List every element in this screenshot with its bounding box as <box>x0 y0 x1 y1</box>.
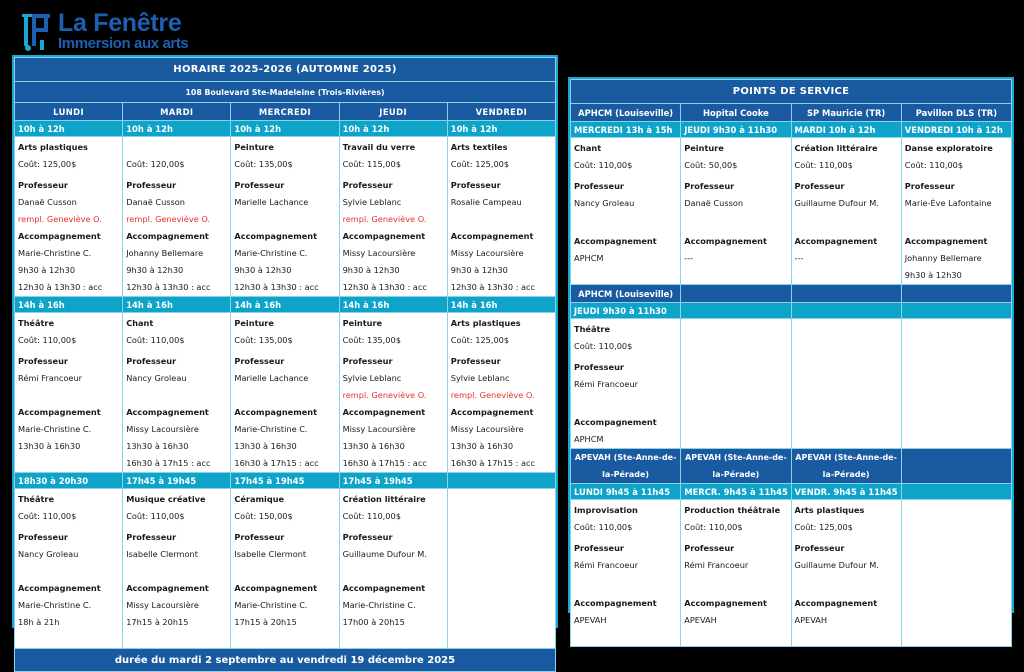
time-slot: 14h à 16h <box>339 297 447 313</box>
accompaniment-label: Accompagnement <box>126 231 209 241</box>
accompanist-name: Marie-Christine C. <box>234 248 308 258</box>
replacement-note: rempl. Geneviève O. <box>18 214 102 224</box>
accompanist-name: APEVAH <box>574 615 607 625</box>
professor-label: Professeur <box>684 543 735 553</box>
professor-label: Professeur <box>574 362 624 372</box>
accompanist-name: Missy Lacoursière <box>126 600 199 610</box>
accompanist-name: Marie-Christine C. <box>342 600 416 610</box>
course-name: Musique créative <box>126 494 206 504</box>
professor-name: Rémi Francoeur <box>684 560 749 570</box>
course-cost: Coût: 110,00$ <box>904 160 964 170</box>
professor-label: Professeur <box>450 180 501 190</box>
accompaniment-hours: 9h30 à 12h30 <box>342 265 400 275</box>
professor-name: Marie-Ève Lafontaine <box>904 198 992 208</box>
course-name: Arts plastiques <box>18 142 88 152</box>
professor-name: Isabelle Clermont <box>126 549 198 559</box>
location-header <box>791 285 901 303</box>
accompaniment-hours: 9h30 à 12h30 <box>126 265 184 275</box>
course-cell <box>123 489 231 649</box>
location-row <box>571 449 1012 484</box>
course-name: Théâtre <box>574 324 610 334</box>
course-cost: Coût: 110,00$ <box>574 160 633 170</box>
logo-title: La Fenêtre <box>58 9 182 37</box>
course-cost: Coût: 50,00$ <box>684 160 738 170</box>
professor-name: Nancy Groleau <box>574 198 635 208</box>
location-header: APEVAH (Ste-Anne-de-la-Pérade) <box>681 449 791 484</box>
course-cell <box>123 313 231 473</box>
course-name: Création littéraire <box>342 494 426 504</box>
course-name: Chant <box>574 143 602 153</box>
course-cell <box>15 489 123 649</box>
spacer <box>684 574 787 595</box>
time-slot <box>901 484 1011 500</box>
accompaniment-hours <box>126 631 227 648</box>
accompaniment-hours: 12h30 à 13h30 : acc <box>342 282 427 292</box>
course-row <box>571 319 1012 449</box>
accompaniment-label: Accompagnement <box>684 598 767 608</box>
accompaniment-hours: 17h15 à 20h15 <box>126 617 189 627</box>
service-points-table <box>570 79 1012 647</box>
course-cell <box>339 137 447 297</box>
course-cell <box>447 489 555 649</box>
location-header: APEVAH (Ste-Anne-de-la-Pérade) <box>791 449 901 484</box>
day-header-lundi: LUNDI <box>15 103 123 121</box>
logo-mark-icon <box>22 10 52 52</box>
course-cost: Coût: 150,00$ <box>234 511 293 521</box>
time-slot: VENDR. 9h45 à 11h45 <box>791 484 901 500</box>
professor-name: Danaë Cusson <box>126 197 185 207</box>
professor-name: Rosalie Campeau <box>450 197 522 207</box>
professor-name: Rémi Francoeur <box>574 379 638 389</box>
replacement-note <box>18 563 119 580</box>
accompaniment-hours: 13h30 à 16h30 <box>450 441 514 451</box>
accompaniment-hours: 16h30 à 17h15 : acc <box>342 458 427 468</box>
course-cell <box>681 319 791 449</box>
course-cell <box>15 137 123 297</box>
accompaniment-label: Accompagnement <box>234 407 318 417</box>
course-cost: Coût: 120,00$ <box>126 159 185 169</box>
course-cost: Coût: 110,00$ <box>126 511 185 521</box>
accompaniment-hours <box>18 455 119 472</box>
course-cell <box>339 489 447 649</box>
course-cost: Coût: 115,00$ <box>342 159 401 169</box>
logo <box>22 8 188 54</box>
time-slot: MERCR. 9h45 à 11h45 <box>681 484 791 500</box>
schedule-title: HORAIRE 2025-2026 (AUTOMNE 2025) <box>15 58 556 82</box>
accompaniment-label: Accompagnement <box>234 231 318 241</box>
professor-label: Professeur <box>574 181 624 191</box>
replacement-note <box>451 211 552 228</box>
replacement-note <box>234 387 335 404</box>
professor-label: Professeur <box>126 532 177 542</box>
course-cell <box>447 137 555 297</box>
time-slot: LUNDI 9h45 à 11h45 <box>571 484 681 500</box>
day-header-mercredi: MERCREDI <box>231 103 339 121</box>
spacer <box>684 212 787 233</box>
professor-name: Sylvie Leblanc <box>342 373 402 383</box>
professor-label: Professeur <box>18 532 68 542</box>
accompaniment-label: Accompagnement <box>450 407 534 417</box>
accompaniment-hours: 16h30 à 17h15 : acc <box>450 458 536 468</box>
professor-name: Guillaume Dufour M. <box>342 549 427 559</box>
service-points-title: POINTS DE SERVICE <box>571 80 1012 104</box>
replacement-note: rempl. Geneviève O. <box>126 214 211 224</box>
professor-label: Professeur <box>234 356 285 366</box>
professor-name: Isabelle Clermont <box>234 549 307 559</box>
accompaniment-hours: 12h30 à 13h30 : acc <box>234 282 319 292</box>
course-name: Arts plastiques <box>794 505 865 515</box>
course-cost: Coût: 110,00$ <box>794 160 853 170</box>
accompaniment-label: Accompagnement <box>342 231 426 241</box>
day-header-vendredi: VENDREDI <box>447 103 555 121</box>
accompaniment-hours: 17h15 à 20h15 <box>234 617 297 627</box>
course-name <box>126 139 227 156</box>
schedule-address: 108 Boulevard Ste-Madeleine (Trois-Rivières) <box>15 82 556 103</box>
professor-name: Nancy Groleau <box>18 549 79 559</box>
time-slot <box>901 303 1011 319</box>
accompaniment-label: Accompagnement <box>126 407 209 417</box>
professor-name: Nancy Groleau <box>126 373 187 383</box>
professor-label: Professeur <box>234 532 285 542</box>
accompanist-name: Missy Lacoursière <box>450 424 524 434</box>
time-slot-row <box>571 303 1012 319</box>
time-slot-row <box>15 297 556 313</box>
replacement-note <box>126 563 227 580</box>
accompanist-name: APEVAH <box>684 615 717 625</box>
professor-name: Rémi Francoeur <box>18 373 82 383</box>
professor-label: Professeur <box>342 180 393 190</box>
time-slot: 17h45 à 19h45 <box>339 473 447 489</box>
accompaniment-hours <box>684 267 787 284</box>
accompaniment-hours <box>795 267 898 284</box>
professor-label: Professeur <box>234 180 285 190</box>
accompaniment-label: Accompagnement <box>18 231 101 241</box>
replacement-note <box>18 387 119 404</box>
time-slot-row <box>15 473 556 489</box>
accompanist-name: Marie-Christine C. <box>18 424 92 434</box>
course-cost: Coût: 110,00$ <box>574 341 633 351</box>
course-name: Peinture <box>684 143 724 153</box>
time-slot: 14h à 16h <box>15 297 123 313</box>
replacement-note <box>343 563 444 580</box>
course-cell <box>231 313 339 473</box>
time-slot: 14h à 16h <box>123 297 231 313</box>
course-cost: Coût: 125,00$ <box>450 335 510 345</box>
course-cell <box>791 319 901 449</box>
course-cell <box>231 489 339 649</box>
professor-name: Danaë Cusson <box>18 197 77 207</box>
logo-subtitle: Immersion aux arts <box>58 35 189 52</box>
professor-label: Professeur <box>342 356 393 366</box>
accompaniment-label: Accompagnement <box>904 236 988 246</box>
accompaniment-label: Accompagnement <box>794 236 878 246</box>
course-cell <box>123 137 231 297</box>
day-header-mardi: MARDI <box>123 103 231 121</box>
replacement-note: rempl. Geneviève O. <box>342 390 427 400</box>
course-cost: Coût: 110,00$ <box>342 511 401 521</box>
location-header <box>901 285 1011 303</box>
spacer <box>574 393 677 414</box>
accompaniment-label: Accompagnement <box>342 407 426 417</box>
course-name: Arts textiles <box>450 142 508 152</box>
professor-name: Marielle Lachance <box>234 373 309 383</box>
accompanist-name: APEVAH <box>794 615 828 625</box>
location-row <box>571 285 1012 303</box>
professor-name: Sylvie Leblanc <box>342 197 402 207</box>
accompanist-name: Missy Lacoursière <box>342 424 416 434</box>
accompaniment-hours: 12h30 à 13h30 : acc <box>18 282 103 292</box>
course-cost: Coût: 110,00$ <box>574 522 633 532</box>
time-slot: MERCREDI 13h à 15h <box>571 122 681 138</box>
replacement-note: rempl. Geneviève O. <box>342 214 427 224</box>
course-cost: Coût: 110,00$ <box>18 335 77 345</box>
accompanist-name: --- <box>684 253 694 263</box>
accompaniment-label: Accompagnement <box>574 236 657 246</box>
location-row <box>571 104 1012 122</box>
time-slot <box>791 303 901 319</box>
course-cell <box>339 313 447 473</box>
accompanist-name: Missy Lacoursière <box>450 248 524 258</box>
accompaniment-hours: 9h30 à 12h30 <box>18 265 76 275</box>
course-cost: Coût: 125,00$ <box>450 159 510 169</box>
replacement-note <box>126 387 227 404</box>
accompaniment-hours <box>343 631 444 648</box>
time-slot: 10h à 12h <box>123 121 231 137</box>
course-cost: Coût: 110,00$ <box>684 522 743 532</box>
course-cell <box>681 138 791 285</box>
accompanist-name: Marie-Christine C. <box>18 248 92 258</box>
course-cost: Coût: 125,00$ <box>794 522 853 532</box>
accompaniment-hours: 18h à 21h <box>18 617 60 627</box>
accompanist-name: --- <box>794 253 804 263</box>
course-cost: Coût: 110,00$ <box>18 511 77 521</box>
accompanist-name: Missy Lacoursière <box>126 424 199 434</box>
course-row <box>571 500 1012 647</box>
course-name: Chant <box>126 318 154 328</box>
course-name: Céramique <box>234 494 285 504</box>
professor-label: Professeur <box>574 543 624 553</box>
professor-label: Professeur <box>794 181 845 191</box>
course-name: Peinture <box>234 142 274 152</box>
course-name: Peinture <box>342 318 383 328</box>
accompaniment-label: Accompagnement <box>574 598 657 608</box>
accompanist-name: APHCM <box>574 434 604 444</box>
time-slot: JEUDI 9h30 à 11h30 <box>681 122 791 138</box>
accompaniment-label: Accompagnement <box>574 417 657 427</box>
course-name: Peinture <box>234 318 274 328</box>
accompaniment-hours: 16h30 à 17h15 : acc <box>234 458 319 468</box>
accompaniment-label: Accompagnement <box>126 583 209 593</box>
course-name: Improvisation <box>574 505 638 515</box>
professor-label: Professeur <box>794 543 845 553</box>
time-slot: JEUDI 9h30 à 11h30 <box>571 303 681 319</box>
course-cost: Coût: 125,00$ <box>18 159 77 169</box>
course-name: Création littéraire <box>794 143 878 153</box>
time-slot: 10h à 12h <box>339 121 447 137</box>
course-cell <box>571 138 681 285</box>
course-row <box>15 489 556 649</box>
accompaniment-label: Accompagnement <box>794 598 878 608</box>
accompaniment-hours: 9h30 à 12h30 <box>234 265 292 275</box>
accompaniment-hours: 16h30 à 17h15 : acc <box>126 458 211 468</box>
professor-label: Professeur <box>18 356 68 366</box>
course-cell <box>901 500 1011 647</box>
accompanist-name: Marie-Christine C. <box>18 600 92 610</box>
course-cell <box>901 138 1011 285</box>
professor-label: Professeur <box>904 181 955 191</box>
professor-label: Professeur <box>126 356 177 366</box>
professor-label: Professeur <box>450 356 501 366</box>
time-slot: 10h à 12h <box>15 121 123 137</box>
schedule-panel <box>12 55 558 666</box>
accompaniment-hours <box>574 267 677 284</box>
accompaniment-label: Accompagnement <box>234 583 318 593</box>
course-cost: Coût: 110,00$ <box>126 335 185 345</box>
spacer <box>574 212 677 233</box>
replacement-note <box>234 211 335 228</box>
time-slot: 10h à 12h <box>231 121 339 137</box>
time-slot-row <box>571 484 1012 500</box>
professor-name: Danaë Cusson <box>684 198 744 208</box>
accompanist-name: Marie-Christine C. <box>234 600 308 610</box>
accompaniment-hours: 13h30 à 16h30 <box>126 441 189 451</box>
professor-name: Rémi Francoeur <box>574 560 638 570</box>
location-header: SP Mauricie (TR) <box>791 104 901 122</box>
course-row <box>571 138 1012 285</box>
accompaniment-hours <box>18 631 119 648</box>
professor-label: Professeur <box>684 181 735 191</box>
professor-label: Professeur <box>126 180 177 190</box>
accompaniment-label: Accompagnement <box>18 583 101 593</box>
accompaniment-hours <box>574 629 677 646</box>
professor-name: Marielle Lachance <box>234 197 309 207</box>
course-cell <box>791 500 901 647</box>
accompanist-name: Johanny Bellemare <box>126 248 204 258</box>
location-header: APHCM (Louiseville) <box>571 104 681 122</box>
accompaniment-label: Accompagnement <box>450 231 534 241</box>
course-name: Théâtre <box>18 494 54 504</box>
time-slot: 10h à 12h <box>447 121 555 137</box>
time-slot-row <box>15 121 556 137</box>
course-name: Production théâtrale <box>684 505 781 515</box>
schedule-duration: durée du mardi 2 septembre au vendredi 19 décembre 2025 <box>15 649 556 672</box>
schedule-table <box>14 57 556 672</box>
accompaniment-hours: 13h30 à 16h30 <box>342 441 405 451</box>
accompaniment-hours: 17h00 à 20h15 <box>342 617 405 627</box>
accompaniment-hours: 13h30 à 16h30 <box>18 441 81 451</box>
location-header: APEVAH (Ste-Anne-de-la-Pérade) <box>571 449 681 484</box>
time-slot: 17h45 à 19h45 <box>123 473 231 489</box>
time-slot <box>447 473 555 489</box>
time-slot: 14h à 16h <box>231 297 339 313</box>
time-slot: 14h à 16h <box>447 297 555 313</box>
course-cell <box>15 313 123 473</box>
accompanist-name: Missy Lacoursière <box>342 248 416 258</box>
course-cell <box>681 500 791 647</box>
accompaniment-hours: 9h30 à 12h30 <box>904 270 962 280</box>
accompaniment-label: Accompagnement <box>684 236 767 246</box>
course-name: Danse exploratoire <box>904 143 993 153</box>
course-cost: Coût: 135,00$ <box>342 335 401 345</box>
location-header: Pavillon DLS (TR) <box>901 104 1011 122</box>
professor-name: Guillaume Dufour M. <box>794 198 879 208</box>
professor-name: Sylvie Leblanc <box>450 373 510 383</box>
location-header: Hopital Cooke <box>681 104 791 122</box>
service-points-panel <box>568 77 1014 625</box>
course-cost: Coût: 135,00$ <box>234 159 293 169</box>
course-cell <box>231 137 339 297</box>
time-slot <box>681 303 791 319</box>
course-cell <box>791 138 901 285</box>
time-slot-row <box>571 122 1012 138</box>
spacer <box>795 212 898 233</box>
course-cell <box>447 313 555 473</box>
course-name: Théâtre <box>18 318 54 328</box>
accompaniment-hours: 12h30 à 13h30 : acc <box>126 282 211 292</box>
day-header-jeudi: JEUDI <box>339 103 447 121</box>
location-header <box>681 285 791 303</box>
accompaniment-label: Accompagnement <box>18 407 101 417</box>
time-slot: MARDI 10h à 12h <box>791 122 901 138</box>
accompanist-name: APHCM <box>574 253 604 263</box>
accompaniment-label: Accompagnement <box>342 583 426 593</box>
accompaniment-hours <box>795 629 898 646</box>
course-cell <box>571 500 681 647</box>
accompaniment-hours: 12h30 à 13h30 : acc <box>450 282 536 292</box>
professor-label: Professeur <box>342 532 393 542</box>
course-name: Travail du verre <box>342 142 416 152</box>
accompaniment-hours <box>234 631 335 648</box>
spacer <box>574 574 677 595</box>
course-cost: Coût: 135,00$ <box>234 335 293 345</box>
professor-label: Professeur <box>18 180 68 190</box>
time-slot: VENDREDI 10h à 12h <box>901 122 1011 138</box>
course-row <box>15 137 556 297</box>
replacement-note <box>234 563 335 580</box>
course-cell <box>571 319 681 449</box>
time-slot: 18h30 à 20h30 <box>15 473 123 489</box>
accompaniment-hours: 13h30 à 16h30 <box>234 441 297 451</box>
accompaniment-hours: 9h30 à 12h30 <box>450 265 508 275</box>
location-header <box>901 449 1011 484</box>
accompaniment-hours <box>684 629 787 646</box>
spacer <box>795 574 898 595</box>
professor-name: Guillaume Dufour M. <box>794 560 879 570</box>
spacer <box>905 212 1008 233</box>
course-cell <box>901 319 1011 449</box>
replacement-note: rempl. Geneviève O. <box>450 390 535 400</box>
course-name: Arts plastiques <box>450 318 521 328</box>
accompanist-name: Johanny Bellemare <box>904 253 982 263</box>
location-header: APHCM (Louiseville) <box>571 285 681 303</box>
course-row <box>15 313 556 473</box>
accompanist-name: Marie-Christine C. <box>234 424 308 434</box>
time-slot: 17h45 à 19h45 <box>231 473 339 489</box>
